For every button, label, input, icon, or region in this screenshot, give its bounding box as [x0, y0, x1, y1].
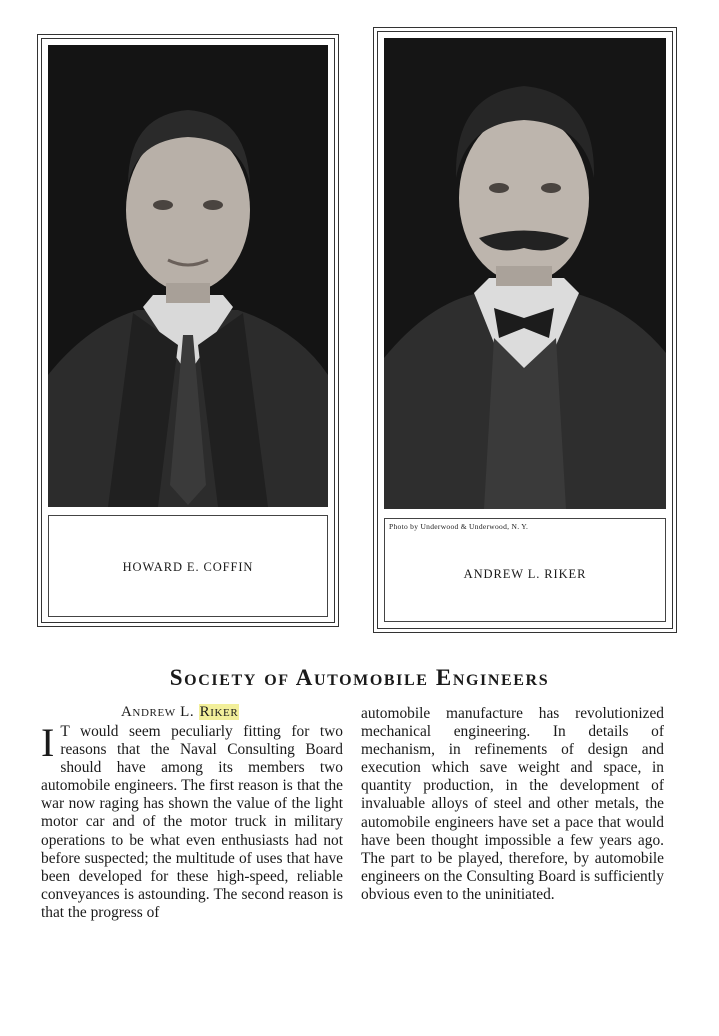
- drop-cap: I: [41, 720, 55, 765]
- body-text-left: T would seem peculiarly fitting for two reasons that the Naval Consulting Board should have among its members two automobile engineers. The first reason is that the war now raging has shown the value of the light motor car and of the motor truck in military operations to be what even enthusiasts had not before suspected; the multitude of uses that have been developed for these high-speed, reliable conveyances is astounding. The second reason is that the progress of: [41, 723, 343, 921]
- body-text-right: automobile manufacture has revolutionized mechanical engineering. In details of mechanism, in refinements of design and execution which save weight and space, in quantity production, in the development of invaluable alloys of steel and other metals, the automobile engineers have set a pace that would have been thought impossible a few years ago. The part to be played, therefore, by automobile engineers on the Consulting Board is sufficiently obvious even to the uninitiated.: [361, 705, 664, 903]
- article-title: Society of Automobile Engineers: [169, 665, 550, 690]
- body-column-right: [361, 705, 664, 904]
- author-first-name: Andrew L.: [121, 704, 195, 720]
- portrait-caption-riker: ANDREW L. RIKER: [463, 567, 587, 581]
- caption-box-coffin: [48, 515, 328, 617]
- portrait-plate-riker: [377, 31, 673, 629]
- article-author: [121, 704, 239, 721]
- portrait-photo-coffin: [48, 45, 328, 507]
- caption-box-riker: [384, 518, 666, 622]
- portrait-illustration: [384, 38, 666, 509]
- portrait-illustration: [48, 45, 328, 507]
- author-last-name-highlighted: Riker: [199, 704, 239, 720]
- body-column-left: [41, 720, 343, 922]
- photo-credit: Photo by Underwood & Underwood, N. Y.: [389, 522, 529, 531]
- portrait-caption-coffin: HOWARD E. COFFIN: [122, 560, 254, 574]
- portrait-photo-riker: [384, 38, 666, 509]
- portrait-plate-coffin: [41, 38, 335, 623]
